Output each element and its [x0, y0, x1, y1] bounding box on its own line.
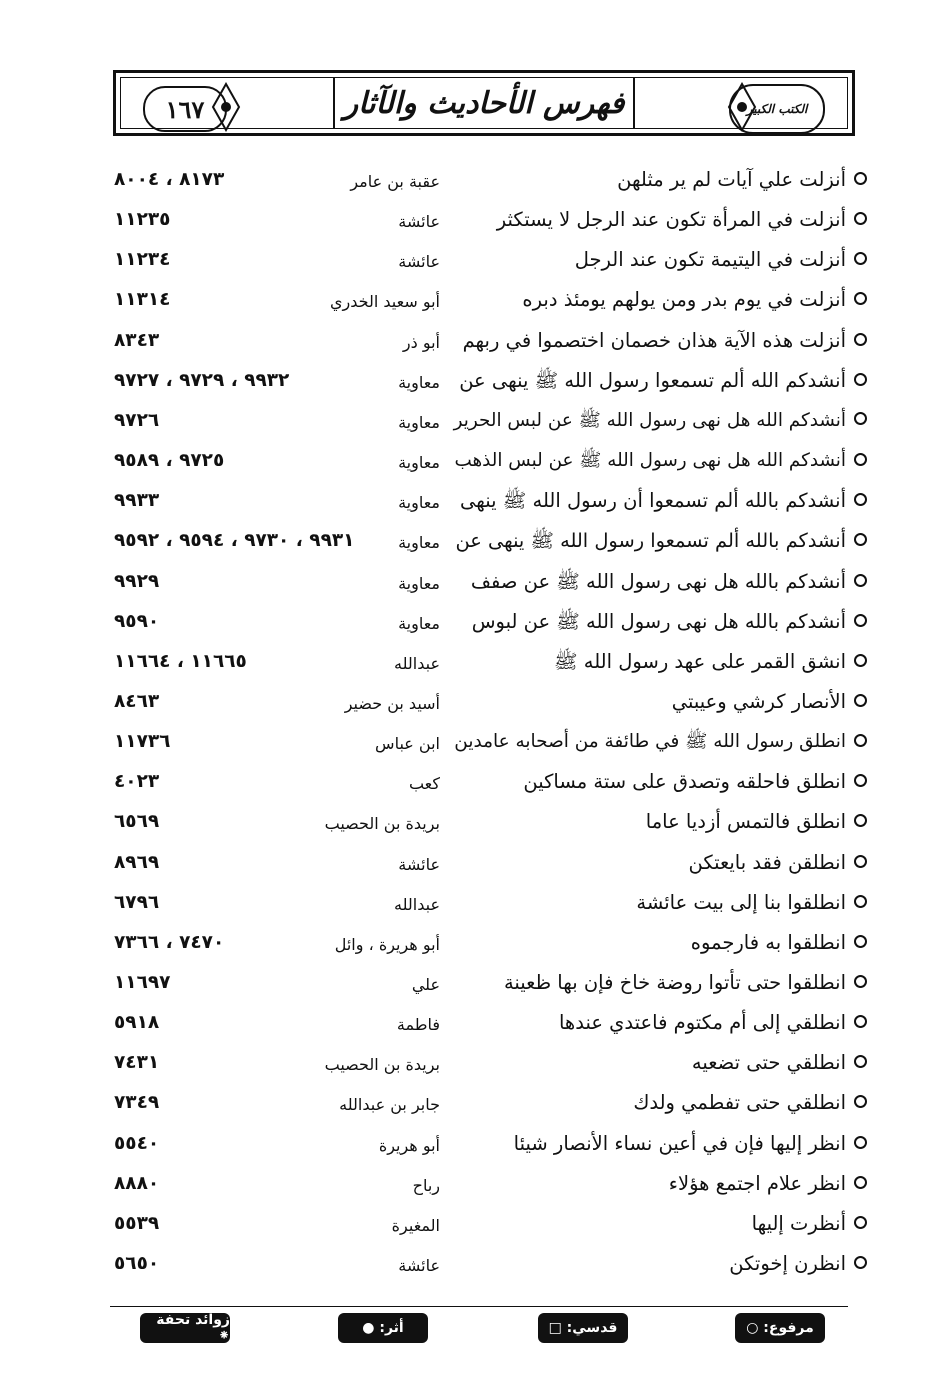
marfu-circle-icon [854, 1216, 867, 1229]
list-item [0, 722, 943, 762]
header-title: فهرس الأحاديث والآثار [343, 85, 625, 121]
hadith-text [454, 401, 867, 441]
marfu-circle-icon [854, 694, 867, 707]
list-item [0, 361, 943, 401]
list-item [0, 1164, 943, 1204]
narrator: أبو هريرة ، وائل [334, 934, 440, 954]
hadith-text-label: أنزلت في يوم بدر ومن يولهم يومئذ دبره [522, 288, 846, 312]
marfu-circle-icon [854, 533, 867, 546]
marfu-circle-icon [854, 1095, 867, 1108]
list-item [0, 562, 943, 602]
hadith-text-label: أنشدكم بالله هل نهى رسول الله ﷺ عن لبوس [471, 609, 846, 633]
narrator: فاطمة [396, 1015, 440, 1035]
reference-numbers: ١١٧٣٦ [114, 731, 171, 753]
ornament-icon [211, 82, 241, 132]
hadith-text-label: أنزلت في اليتيمة تكون عند الرجل [574, 248, 846, 272]
hadith-text [669, 1164, 867, 1204]
hadith-text [554, 642, 867, 682]
hadith-text [617, 160, 867, 200]
hadith-text [463, 321, 867, 361]
hadith-text [460, 481, 867, 521]
hadith-text-label: انطلق فاحلقه وتصدق على ستة مساكين [523, 770, 846, 794]
reference-numbers: ٦٧٩٦ [114, 891, 160, 913]
marfu-circle-icon [854, 333, 867, 346]
list-item [0, 843, 943, 883]
list-item [0, 1124, 943, 1164]
reference-numbers: ١١٣١٤ [114, 289, 171, 311]
narrator: معاوية [398, 412, 440, 432]
hadith-text-label: انظر إليها فإن في أعين نساء الأنصار شيئا [513, 1131, 846, 1155]
narrator: معاوية [398, 533, 440, 553]
hadith-text-label: أنشدكم بالله هل نهى رسول الله ﷺ عن صفف [470, 569, 846, 593]
reference-numbers: ٨٤٦٣ [114, 690, 160, 712]
marfu-circle-icon [854, 574, 867, 587]
hadith-text [752, 1204, 867, 1244]
reference-numbers: ٧٤٣١ [114, 1052, 160, 1074]
reference-numbers: ٨١٧٣ ، ٨٠٠٤ [114, 169, 225, 190]
legend-marfu: مرفوع: ○ [735, 1313, 825, 1343]
hadith-text [688, 843, 867, 883]
marfu-circle-icon [854, 975, 867, 988]
reference-numbers: ٩٩٢٩ [114, 570, 160, 592]
hadith-text [504, 963, 867, 1003]
hadith-text-label: انطلقي حتى تفطمي ولدك [633, 1091, 846, 1115]
list-item [0, 1244, 943, 1284]
hadith-text-label: أنشدكم الله ألم تسمعوا رسول الله ﷺ ينهى عن [459, 368, 846, 392]
hadith-text-label: انطلقوا بنا إلى بيت عائشة [636, 890, 846, 914]
reference-numbers: ٩٧٢٥ ، ٩٥٨٩ [114, 450, 225, 472]
hadith-text-label: انطلقي إلى أم مكتوم فاعتدي عندها [558, 1011, 846, 1035]
list-item [0, 200, 943, 240]
reference-numbers: ١١٢٣٤ [114, 249, 171, 271]
marfu-circle-icon [854, 412, 867, 425]
marfu-circle-icon [854, 654, 867, 667]
narrator: ابن عباس [375, 734, 440, 754]
list-item [0, 1083, 943, 1123]
reference-numbers: ٨٨٨٠ [114, 1172, 160, 1194]
reference-numbers: ٥٩١٨ [114, 1012, 160, 1034]
hadith-text-label: انطلقوا حتى تأتوا روضة خاخ فإن بها ظعينة [503, 971, 846, 994]
list-item [0, 642, 943, 682]
narrator: عائشة [398, 212, 440, 232]
hadith-text-label: أنشدكم الله هل نهى رسول الله ﷺ عن لبس الذهب [454, 450, 846, 472]
hadith-text-label: أنزلت علي آيات لم ير مثلهن [617, 168, 846, 191]
marfu-circle-icon [854, 172, 867, 185]
hadith-text [454, 722, 867, 762]
marfu-circle-icon [854, 855, 867, 868]
hadith-text [636, 883, 867, 923]
hadith-text [471, 562, 867, 602]
reference-numbers: ٩٩٣١ ، ٩٧٣٠ ، ٩٥٩٤ ، ٩٥٩٢ [114, 530, 355, 552]
list-item [0, 321, 943, 361]
reference-numbers: ٧٤٧٠ ، ٧٣٦٦ [114, 931, 225, 953]
hadith-text-label: انطلق فالتمس أزديا عاما [645, 810, 846, 834]
hadith-text-label: انشق القمر على عهد رسول الله ﷺ [554, 649, 846, 673]
publisher-logo [729, 84, 825, 134]
narrator: معاوية [398, 372, 440, 392]
marfu-circle-icon [854, 453, 867, 466]
hadith-text-label: أنزلت في المرأة تكون عند الرجل لا يستكثر [496, 208, 846, 232]
narrator: عبدالله [394, 894, 440, 914]
hadith-text-label: الأنصار كرشي وعيبتي [671, 689, 846, 713]
list-item [0, 1043, 943, 1083]
hadith-text-label: أنشدكم الله هل نهى رسول الله ﷺ عن لبس الحرير [453, 409, 846, 431]
list-item [0, 682, 943, 722]
narrator: عائشة [398, 1256, 440, 1276]
marfu-circle-icon [854, 212, 867, 225]
reference-numbers: ٩٩٣٢ ، ٩٧٢٩ ، ٩٧٢٧ [114, 369, 290, 391]
reference-numbers: ١١٦٩٧ [114, 972, 171, 993]
narrator: كعب [408, 774, 440, 794]
list-item [0, 521, 943, 561]
list-item [0, 481, 943, 521]
reference-numbers: ٨٣٤٣ [114, 329, 160, 351]
narrator: أبو ذر [402, 332, 440, 352]
narrator: المغيرة [391, 1215, 440, 1235]
marfu-circle-icon [854, 493, 867, 506]
list-item [0, 923, 943, 963]
hadith-text [692, 1043, 867, 1083]
marfu-circle-icon [854, 292, 867, 305]
marfu-circle-icon [854, 614, 867, 627]
list-item [0, 883, 943, 923]
marfu-circle-icon [854, 252, 867, 265]
reference-numbers: ٧٣٤٩ [114, 1092, 160, 1114]
header-inner-frame [120, 77, 848, 129]
narrator: بريدة بن الحصيب [324, 1055, 440, 1075]
hadith-text-label: أنزلت هذه الآية هذان خصمان اختصموا في ربهم [462, 328, 846, 352]
list-item [0, 802, 943, 842]
hadith-text [497, 200, 867, 240]
marfu-circle-icon [854, 1055, 867, 1068]
hadith-text-label: انطلقي حتى تضعيه [691, 1051, 846, 1075]
narrator: أبو سعيد الخدري [330, 292, 440, 312]
narrator: علي [411, 975, 440, 994]
page-header [113, 70, 855, 136]
hadith-text [514, 1124, 867, 1164]
hadith-text-label: أنظرت إليها [751, 1211, 846, 1235]
reference-numbers: ٨٩٦٩ [114, 851, 160, 873]
reference-numbers: ٩٩٣٣ [114, 490, 160, 512]
reference-numbers: ٥٥٣٩ [114, 1212, 160, 1234]
reference-numbers: ٩٥٩٠ [114, 610, 160, 632]
hadith-text-label: انطلقن فقد بايعتكن [688, 850, 846, 874]
hadith-text [523, 762, 867, 802]
list-item [0, 762, 943, 802]
narrator: معاوية [398, 493, 440, 513]
hadith-text [691, 923, 867, 963]
list-item [0, 963, 943, 1003]
marfu-circle-icon [854, 734, 867, 747]
narrator: عائشة [398, 854, 440, 874]
hadith-text [633, 1083, 867, 1123]
narrator: بريدة بن الحصيب [324, 814, 440, 834]
marfu-circle-icon [854, 774, 867, 787]
list-item [0, 441, 943, 481]
marfu-circle-icon [854, 814, 867, 827]
footer-divider [110, 1306, 848, 1307]
hadith-text-label: أنشدكم بالله ألم تسمعوا أن رسول الله ﷺ ينهى [460, 489, 846, 513]
narrator: معاوية [398, 573, 440, 593]
narrator: أبو هريرة [378, 1135, 440, 1155]
reference-numbers: ٥٦٥٠ [114, 1253, 160, 1275]
marfu-circle-icon [854, 895, 867, 908]
hadith-text [559, 1003, 867, 1043]
reference-numbers: ٤٠٢٣ [114, 771, 160, 793]
marfu-circle-icon [854, 1176, 867, 1189]
list-item [0, 401, 943, 441]
legend-qudsi: قدسي: □ [538, 1313, 628, 1343]
hadith-text [646, 802, 867, 842]
marfu-circle-icon [854, 1256, 867, 1269]
narrator: معاوية [398, 613, 440, 633]
hadith-text [455, 521, 867, 561]
marfu-circle-icon [854, 373, 867, 386]
marfu-circle-icon [854, 935, 867, 948]
hadith-text-label: انطلق رسول الله ﷺ في طائفة من أصحابه عامدين [454, 731, 846, 753]
hadith-text [472, 602, 867, 642]
narrator: عقبة بن عامر [350, 172, 440, 191]
hadith-text [522, 280, 867, 320]
list-item [0, 240, 943, 280]
reference-numbers: ١١٢٣٥ [114, 209, 171, 231]
reference-numbers: ٦٥٦٩ [114, 811, 160, 833]
page-number: ١٦٧ [165, 94, 205, 124]
hadith-text-label: انظر علام اجتمع هؤلاء [668, 1171, 846, 1195]
hadith-text-label: انطلقوا به فارجموه [690, 930, 846, 954]
narrator: أسيد بن حضير [344, 693, 440, 713]
reference-numbers: ٩٧٢٦ [114, 409, 160, 431]
hadith-text [729, 1244, 867, 1284]
logo-text: الكتب الكبير [746, 102, 808, 116]
narrator: معاوية [398, 453, 440, 473]
legend-athar: أثر: ● [338, 1313, 428, 1343]
narrator: جابر بن عبدالله [339, 1095, 440, 1115]
narrator: عبدالله [394, 653, 440, 673]
narrator: عائشة [398, 252, 440, 272]
hadith-text [455, 441, 868, 481]
hadith-text-label: أنشدكم بالله ألم تسمعوا رسول الله ﷺ ينهى عن [455, 529, 846, 553]
header-title-box [333, 78, 635, 128]
hadith-text [575, 240, 867, 280]
list-item [0, 160, 943, 200]
reference-numbers: ٥٥٤٠ [114, 1132, 160, 1154]
hadith-text [672, 682, 867, 722]
list-item [0, 280, 943, 320]
list-item [0, 1204, 943, 1244]
list-item [0, 1003, 943, 1043]
reference-numbers: ١١٦٦٥ ، ١١٦٦٤ [114, 650, 247, 672]
marfu-circle-icon [854, 1136, 867, 1149]
marfu-circle-icon [854, 1015, 867, 1028]
narrator: رباح [412, 1175, 440, 1195]
list-item [0, 602, 943, 642]
legend-zawaid: زوائد تحفة ⁕ [140, 1313, 230, 1343]
hadith-text [459, 361, 867, 401]
hadith-text-label: انظرن إخوتكن [729, 1252, 846, 1276]
